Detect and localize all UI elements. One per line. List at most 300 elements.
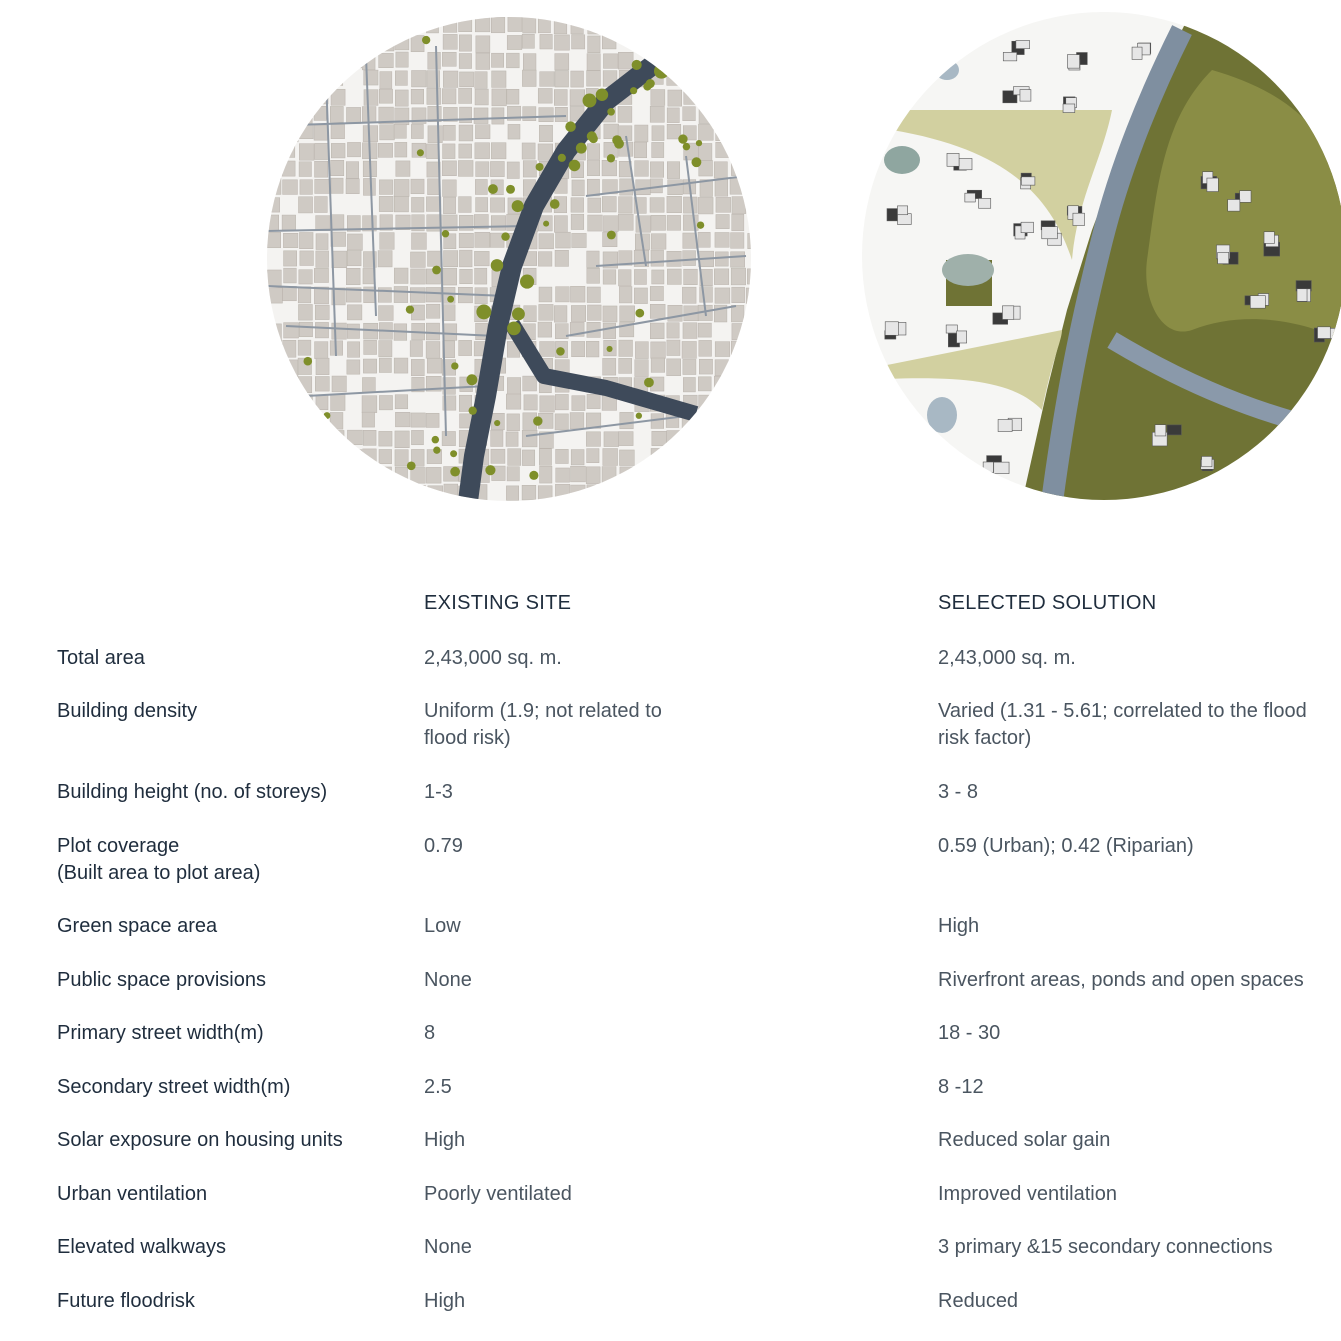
existing-value [424, 1074, 452, 1101]
tree [607, 108, 615, 116]
tree [596, 89, 608, 101]
building-block [698, 197, 713, 214]
building-block [492, 108, 504, 124]
building-block [587, 287, 600, 303]
building-block [698, 143, 712, 160]
existing-value-line: None [424, 1236, 472, 1258]
row-label [57, 1181, 207, 1208]
building-block [651, 448, 665, 463]
building-block [667, 162, 679, 179]
solution-building [1020, 90, 1031, 102]
table-row [0, 1288, 1341, 1312]
building-block [538, 252, 552, 266]
building-block [586, 341, 599, 357]
building-block [395, 412, 410, 427]
building-block [699, 395, 712, 411]
tree [422, 36, 430, 44]
building-block [379, 306, 394, 321]
building-block [347, 142, 360, 156]
building-block [315, 143, 329, 159]
building-block [635, 360, 648, 377]
building-block [428, 126, 442, 143]
solution-value [938, 1181, 1117, 1208]
building-block [618, 270, 631, 286]
building-block [667, 486, 680, 502]
building-block [731, 106, 744, 121]
building-block [428, 251, 442, 266]
tree [612, 135, 622, 145]
building-block [507, 467, 519, 481]
building-block [635, 484, 647, 499]
building-block [635, 125, 648, 142]
building-block [507, 35, 522, 49]
building-block [652, 142, 664, 157]
building-block [667, 215, 681, 230]
building-block [683, 377, 695, 391]
building-block [267, 414, 281, 430]
existing-site-map [266, 16, 752, 502]
building-block [443, 34, 457, 49]
table-row [0, 698, 1341, 749]
building-block [378, 143, 392, 157]
existing-value-line: Low [424, 915, 461, 937]
building-block [522, 485, 536, 500]
building-block [364, 340, 377, 354]
building-block [731, 125, 745, 141]
building-block [651, 342, 666, 358]
building-block [668, 305, 682, 321]
row-label-line: Secondary street width(m) [57, 1076, 291, 1098]
building-block [571, 17, 583, 34]
building-block [284, 268, 297, 283]
building-block [316, 251, 329, 268]
building-block [474, 108, 488, 124]
building-block [379, 196, 393, 211]
building-block [714, 269, 729, 285]
building-block [411, 430, 423, 444]
building-block [299, 485, 313, 500]
building-block [459, 17, 472, 32]
building-block [731, 485, 746, 499]
solution-value [938, 1020, 1000, 1047]
building-block [379, 89, 392, 103]
building-block [587, 144, 599, 160]
building-block [507, 414, 520, 431]
building-block [684, 431, 698, 446]
row-label-line: Green space area [57, 915, 218, 937]
row-label [57, 1074, 290, 1101]
building-block [732, 214, 744, 231]
building-block [442, 161, 456, 176]
tree [576, 143, 587, 154]
building-block [267, 431, 281, 447]
building-block [427, 88, 441, 104]
building-block [732, 413, 747, 429]
building-block [394, 124, 406, 138]
building-block [394, 196, 408, 212]
building-block [395, 90, 408, 106]
building-block [316, 395, 328, 410]
solution-building [1250, 296, 1265, 308]
solution-building [998, 419, 1012, 431]
building-block [746, 342, 752, 359]
building-block [507, 378, 520, 395]
building-block [683, 197, 697, 213]
solution-value-line: Reduced solar gain [938, 1129, 1111, 1151]
solution-building [885, 322, 898, 336]
tree [569, 160, 581, 172]
existing-value-line: 2.5 [424, 1076, 452, 1098]
tree [643, 82, 651, 90]
building-block [282, 161, 295, 176]
building-block [618, 17, 631, 33]
existing-value-line: High [424, 1290, 466, 1312]
building-block [491, 449, 505, 463]
building-block [571, 71, 584, 87]
row-label [57, 1234, 226, 1261]
solution-value-line: 0.59 (Urban); 0.42 (Riparian) [938, 835, 1194, 857]
building-block [523, 17, 536, 33]
solution-building [1002, 306, 1013, 320]
building-block [426, 18, 438, 33]
building-block [731, 252, 745, 267]
building-block [332, 215, 344, 230]
building-block [410, 341, 422, 357]
building-block [395, 34, 409, 50]
building-block [491, 17, 505, 33]
building-block [283, 16, 297, 32]
solution-building [994, 462, 1009, 473]
building-block [314, 268, 328, 282]
building-block [539, 234, 554, 249]
existing-value [424, 1181, 572, 1208]
building-block [666, 18, 680, 35]
building-block [266, 485, 281, 502]
building-block [731, 233, 744, 249]
building-block [683, 359, 696, 374]
tree [432, 436, 440, 444]
building-block [459, 125, 473, 141]
building-block [442, 305, 455, 321]
building-block [331, 449, 344, 464]
building-block [748, 359, 752, 375]
building-block [682, 53, 696, 67]
building-block [363, 18, 378, 33]
building-block [731, 35, 744, 51]
building-block [395, 18, 409, 34]
building-block [538, 88, 552, 103]
existing-value [424, 1020, 435, 1047]
tree [678, 134, 687, 143]
building-block [443, 18, 457, 32]
building-block [508, 17, 522, 32]
building-block [618, 106, 632, 122]
building-block [427, 358, 442, 373]
building-block [492, 71, 506, 87]
building-block [508, 449, 521, 466]
building-block [570, 286, 585, 302]
building-block [346, 162, 358, 179]
table-row [0, 833, 1341, 884]
solution-building [1228, 199, 1240, 211]
row-label [57, 645, 145, 672]
building-block [410, 288, 425, 303]
building-block [747, 179, 752, 195]
building-block [363, 126, 378, 142]
building-block [363, 178, 375, 195]
building-block [300, 468, 315, 485]
table-row [0, 645, 1341, 669]
tree [550, 199, 560, 209]
building-block [699, 468, 711, 483]
building-block [428, 179, 440, 195]
building-block [699, 90, 712, 106]
row-label [57, 698, 197, 725]
building-block [315, 197, 328, 213]
row-label [57, 913, 217, 940]
row-label [57, 1127, 343, 1154]
building-block [682, 72, 695, 87]
tree [512, 308, 525, 321]
tree [432, 266, 441, 275]
building-block [587, 54, 600, 71]
building-block [748, 71, 752, 85]
building-block [330, 17, 343, 34]
building-block [602, 197, 616, 212]
existing-value-line: flood risk) [424, 727, 511, 749]
building-block [650, 162, 663, 177]
building-block [412, 70, 427, 86]
building-block [411, 197, 424, 212]
building-block [572, 180, 584, 196]
row-label-line: Public space provisions [57, 969, 266, 991]
solution-value-line: 2,43,000 sq. m. [938, 647, 1076, 669]
building-block [602, 160, 617, 176]
building-block [652, 431, 667, 445]
building-block [715, 360, 729, 376]
building-block [315, 468, 327, 484]
solution-building [897, 206, 907, 215]
building-block [347, 430, 362, 445]
building-block [747, 196, 752, 213]
building-block [476, 198, 488, 212]
building-block [587, 305, 601, 320]
building-block [540, 396, 555, 412]
building-block [266, 35, 281, 49]
building-block [332, 376, 346, 392]
building-block [316, 216, 330, 231]
tree [607, 154, 615, 162]
building-block [379, 180, 392, 195]
building-block [634, 269, 646, 284]
table-row [0, 1234, 1341, 1258]
tree [312, 79, 320, 87]
existing-value [424, 1127, 465, 1154]
building-block [619, 197, 633, 213]
building-block [428, 52, 441, 69]
building-block [426, 304, 440, 318]
solution-value-line: 8 -12 [938, 1076, 984, 1098]
building-block [346, 466, 361, 482]
row-label-line: Total area [57, 647, 145, 669]
building-block [620, 412, 633, 428]
building-block [443, 324, 457, 341]
building-block [506, 486, 518, 500]
building-block [315, 322, 328, 337]
building-block [284, 251, 297, 266]
building-block [267, 270, 281, 286]
building-block [314, 70, 326, 85]
building-block [298, 413, 311, 427]
column-header-solution: SELECTED SOLUTION [938, 592, 1157, 614]
table-row [0, 1074, 1341, 1098]
building-block [651, 358, 665, 372]
solution-building [947, 153, 959, 166]
table-row [0, 913, 1341, 937]
tree [501, 232, 509, 240]
building-block [650, 323, 664, 339]
building-block [556, 232, 571, 248]
building-block [586, 467, 600, 484]
row-label [57, 833, 260, 887]
building-block [524, 395, 537, 410]
building-block [411, 179, 424, 194]
building-block [668, 90, 682, 106]
building-block [347, 234, 362, 250]
building-block [684, 88, 697, 104]
building-block [602, 34, 616, 49]
building-block [746, 395, 752, 409]
building-block [540, 342, 555, 357]
building-block [716, 449, 729, 463]
building-block [266, 107, 279, 121]
tree [346, 470, 356, 480]
building-block [379, 53, 394, 67]
solution-building [1132, 47, 1142, 59]
building-block [316, 16, 329, 32]
building-block [715, 252, 728, 266]
building-block [268, 324, 282, 341]
building-block [330, 71, 342, 85]
solution-building [965, 193, 975, 202]
building-block [298, 304, 312, 320]
building-block [283, 52, 296, 69]
building-block [396, 161, 410, 176]
building-block [571, 450, 584, 465]
building-block [298, 287, 311, 303]
building-block [460, 72, 474, 87]
solution-value-line: Improved ventilation [938, 1183, 1117, 1205]
building-block [716, 72, 729, 89]
building-block [732, 197, 746, 214]
building-block [651, 90, 665, 106]
building-block [554, 35, 569, 50]
tree [485, 465, 495, 475]
tree [691, 157, 701, 167]
building-block [652, 270, 664, 284]
building-block [683, 107, 696, 121]
building-block [731, 378, 744, 394]
building-block [283, 142, 295, 157]
building-block [538, 322, 552, 337]
solution-value-line: Varied (1.31 - 5.61; correlated to the flood [938, 700, 1307, 722]
building-block [314, 106, 326, 120]
solution-building [1202, 456, 1212, 466]
building-block [634, 142, 647, 158]
building-block [748, 233, 752, 248]
tree [433, 447, 440, 454]
building-block [731, 305, 744, 322]
existing-value [424, 698, 662, 752]
building-block [540, 34, 552, 49]
tree [607, 231, 616, 240]
tree [379, 467, 387, 475]
building-block [555, 71, 569, 87]
building-block [459, 340, 472, 355]
building-block [730, 142, 744, 158]
building-block [748, 450, 752, 466]
tree [654, 64, 669, 79]
building-block [315, 486, 329, 502]
building-block [682, 287, 696, 303]
building-block [475, 89, 488, 105]
building-block [362, 378, 375, 393]
building-block [411, 36, 424, 52]
building-block [683, 323, 697, 339]
building-block [299, 108, 312, 124]
existing-value-line: 2,43,000 sq. m. [424, 647, 562, 669]
building-block [698, 124, 713, 140]
pond [935, 60, 959, 80]
building-block [411, 413, 425, 427]
building-block [571, 466, 586, 482]
building-block [506, 432, 518, 446]
building-block [459, 197, 472, 213]
building-block [268, 53, 281, 70]
building-block [330, 412, 343, 429]
building-block [555, 54, 569, 70]
building-block [620, 467, 634, 481]
solution-value-line: 18 - 30 [938, 1022, 1001, 1044]
tree [450, 450, 457, 457]
building-block [268, 288, 283, 303]
building-block [699, 430, 713, 447]
building-block [714, 376, 729, 392]
building-block [475, 179, 487, 194]
building-block [476, 36, 490, 53]
building-block [715, 179, 728, 196]
building-block [507, 162, 519, 179]
building-block [443, 268, 457, 285]
building-block [443, 125, 455, 140]
building-block [475, 232, 490, 247]
building-block [587, 485, 601, 501]
building-block [283, 412, 296, 429]
building-block [426, 287, 441, 302]
row-label-line: (Built area to plot area) [57, 862, 261, 884]
building-block [667, 251, 681, 266]
tree [417, 149, 424, 156]
building-block [411, 485, 425, 501]
tree [529, 471, 538, 480]
tree [644, 378, 654, 388]
row-label-line: Building height (no. of storeys) [57, 781, 328, 803]
solution-building [1167, 425, 1181, 435]
solution-value-line: 3 - 8 [938, 781, 979, 803]
pond [927, 397, 957, 433]
building-block [346, 179, 359, 194]
solution-building [1003, 52, 1017, 60]
